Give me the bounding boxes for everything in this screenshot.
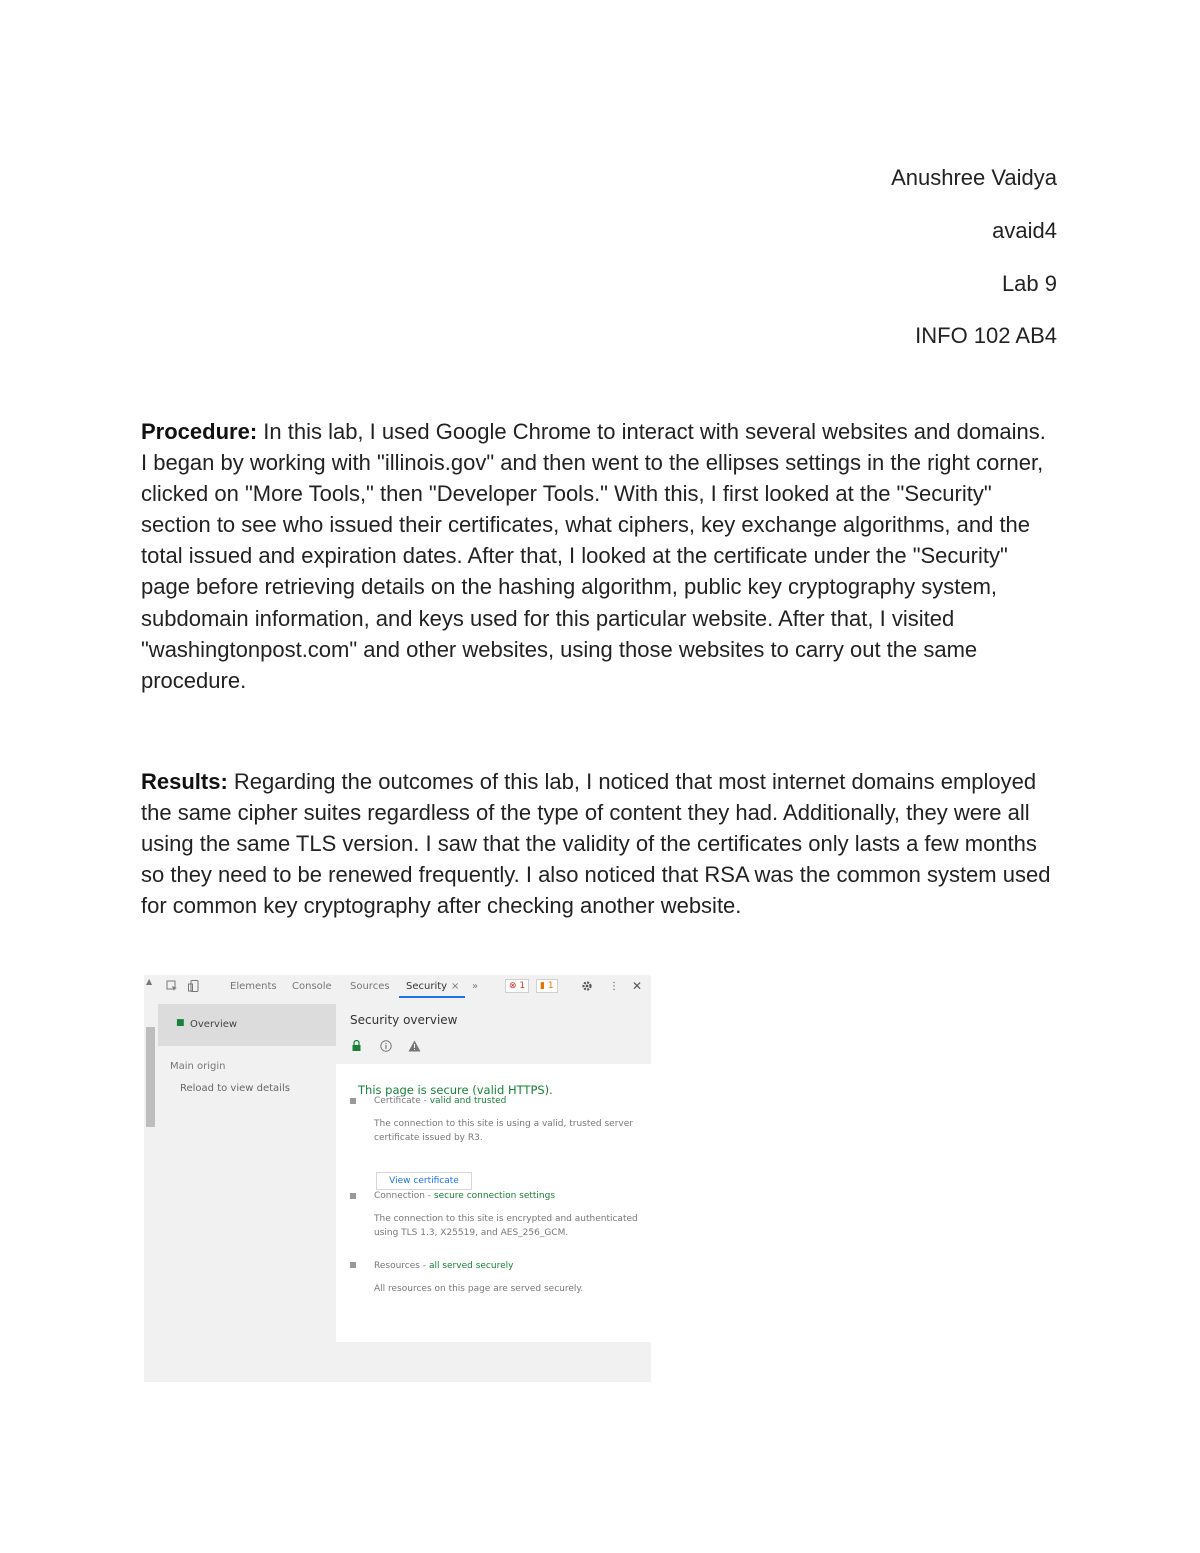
security-sidebar	[156, 999, 336, 1382]
secure-page-message: This page is secure (valid HTTPS).	[358, 1083, 553, 1097]
tab-elements[interactable]: Elements	[230, 981, 277, 992]
error-count: 1	[519, 981, 526, 991]
resources-label: Resources	[374, 1261, 420, 1271]
resources-status: all served securely	[428, 1261, 514, 1271]
results-label: Results:	[141, 769, 228, 794]
connection-status: secure connection settings	[433, 1191, 556, 1201]
resources-heading: Resources - all served securely	[374, 1261, 514, 1271]
resources-bullet-icon	[350, 1262, 356, 1268]
author-netid: avaid4	[992, 218, 1057, 243]
close-devtools-icon[interactable]: ✕	[632, 979, 643, 993]
certificate-description: The connection to this site is using a valid, trusted server certificate issued by R3.	[374, 1119, 633, 1143]
warning-icon: ▮	[540, 981, 545, 991]
devtools-screenshot	[144, 975, 651, 1382]
settings-gear-icon[interactable]	[581, 980, 593, 992]
connection-heading: Connection - secure connection settings	[374, 1191, 556, 1201]
error-icon: ⊗	[509, 981, 517, 991]
lock-icon: ■	[176, 1018, 185, 1028]
close-tab-icon[interactable]: ×	[451, 981, 460, 992]
warning-badge[interactable]	[536, 979, 558, 993]
procedure-text: In this lab, I used Google Chrome to interact with several websites and domains. I began by working with "illinois.gov" and then went to the ellipses settings in the right corner, clicked on "More Tools," then "Developer Tools." With this, I first looked at the "Security" section to see who issued their certificates, what ciphers, key exchange algorithms, and the total issued and expiration dates. After that, I looked at the certificate under the "Security" page before retrieving details on the hashing algorithm, public key cryptography system, subdomain information, and keys used for this particular website. After that, I visited "washingtonpost.com" and other websites, using those websites to carry out the same procedure.	[141, 419, 1046, 693]
reload-details-item[interactable]: Reload to view details	[180, 1083, 290, 1094]
procedure-label: Procedure:	[141, 419, 258, 444]
security-overview-panel	[336, 999, 651, 1342]
kebab-menu-icon[interactable]: ⋮	[609, 981, 619, 992]
sidebar-scrollbar[interactable]	[144, 999, 156, 1382]
inspect-element-icon[interactable]	[166, 980, 178, 992]
connection-label: Connection	[374, 1191, 425, 1201]
certificate-status: valid and trusted	[429, 1096, 507, 1106]
results-paragraph	[141, 766, 1056, 921]
procedure-paragraph	[141, 416, 1056, 696]
error-badge[interactable]	[505, 979, 529, 993]
active-tab-indicator	[399, 996, 465, 998]
connection-bullet-icon	[350, 1193, 356, 1199]
tab-console[interactable]: Console	[292, 981, 332, 992]
author-name: Anushree Vaidya	[891, 165, 1057, 190]
course-section: INFO 102 AB4	[915, 323, 1057, 348]
info-icon	[380, 1040, 392, 1052]
scrollbar-thumb[interactable]	[146, 1027, 155, 1127]
warning-triangle-icon	[408, 1040, 421, 1052]
certificate-label: Certificate	[374, 1096, 421, 1106]
devtools-toolbar	[144, 975, 651, 1000]
view-certificate-button[interactable]: View certificate	[376, 1172, 472, 1190]
tab-sources[interactable]: Sources	[350, 981, 390, 992]
sidebar-item-overview[interactable]	[158, 1004, 336, 1046]
more-tabs-icon[interactable]: »	[472, 981, 479, 992]
resources-description: All resources on this page are served securely.	[374, 1284, 584, 1294]
tab-security[interactable]: Security	[406, 981, 448, 992]
overview-title: Security overview	[350, 1013, 458, 1027]
warning-count: 1	[547, 981, 554, 991]
device-toggle-icon[interactable]	[188, 980, 200, 992]
results-text: Regarding the outcomes of this lab, I noticed that most internet domains employed the same cipher suites regardless of the type of content they had. Additionally, they were all using the same TLS version. I saw that the validity of the certificates only lasts a few months so they need to be renewed frequently. I also noticed that RSA was the common system used for common key cryptography after checking another website.	[141, 769, 1051, 919]
secure-lock-icon	[352, 1040, 361, 1051]
connection-description: The connection to this site is encrypted and authenticated using TLS 1.3, X25519, and AES_256_GCM.	[374, 1214, 638, 1238]
overview-header	[336, 999, 651, 1064]
sidebar-overview-label: Overview	[190, 1019, 238, 1030]
main-origin-label: Main origin	[170, 1061, 226, 1072]
certificate-bullet-icon	[350, 1098, 356, 1104]
certificate-heading: Certificate - valid and trusted	[374, 1096, 507, 1106]
lab-number: Lab 9	[1001, 271, 1057, 296]
scroll-up-arrow-icon[interactable]: ▲	[146, 977, 153, 986]
